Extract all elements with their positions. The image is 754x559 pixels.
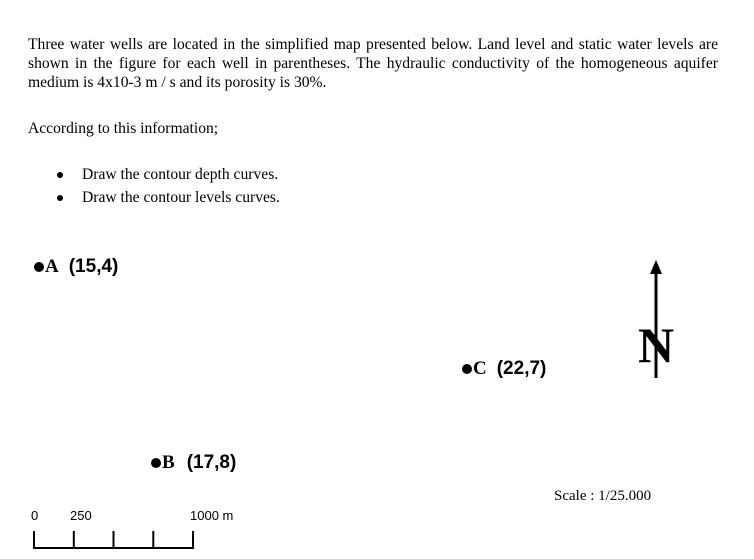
scale-label-0: 0 <box>31 508 39 523</box>
task-item: Draw the contour depth curves. <box>55 163 280 186</box>
well-name: B <box>162 452 175 473</box>
north-arrow-icon <box>628 260 680 380</box>
scale-tick <box>33 531 35 549</box>
well-coords: (22,7) <box>496 358 547 379</box>
well-coords: (15,4) <box>68 256 119 277</box>
well-name: A <box>45 256 59 277</box>
well-name: C <box>473 358 487 379</box>
scale-label-250: 250 <box>70 508 92 523</box>
scale-label-1000: 1000 m <box>190 508 234 523</box>
problem-according: According to this information; <box>28 120 219 137</box>
well-a <box>34 256 118 278</box>
scale-tick <box>192 531 194 549</box>
scale-tick <box>152 531 154 549</box>
well-c <box>462 358 546 380</box>
scale-tick <box>113 531 115 549</box>
task-list <box>55 163 280 209</box>
scale-tick <box>73 531 75 549</box>
north-label: N <box>637 317 675 373</box>
well-coords: (17,8) <box>186 452 237 473</box>
scale-bar <box>33 529 195 551</box>
well-dot-icon <box>151 458 161 468</box>
scale-ratio: Scale : 1/25.000 <box>554 488 652 504</box>
well-dot-icon <box>34 262 44 272</box>
task-item: Draw the contour levels curves. <box>55 186 280 209</box>
problem-intro: Three water wells are located in the simplified map presented below. Land level and static water levels are shown in the figure for each well in parentheses. The hydraulic conductivity of the homogeneous aquifer medium is 4x10-3 m / s and its porosity is 30%. <box>28 36 718 91</box>
well-b <box>151 452 236 474</box>
well-dot-icon <box>462 364 472 374</box>
